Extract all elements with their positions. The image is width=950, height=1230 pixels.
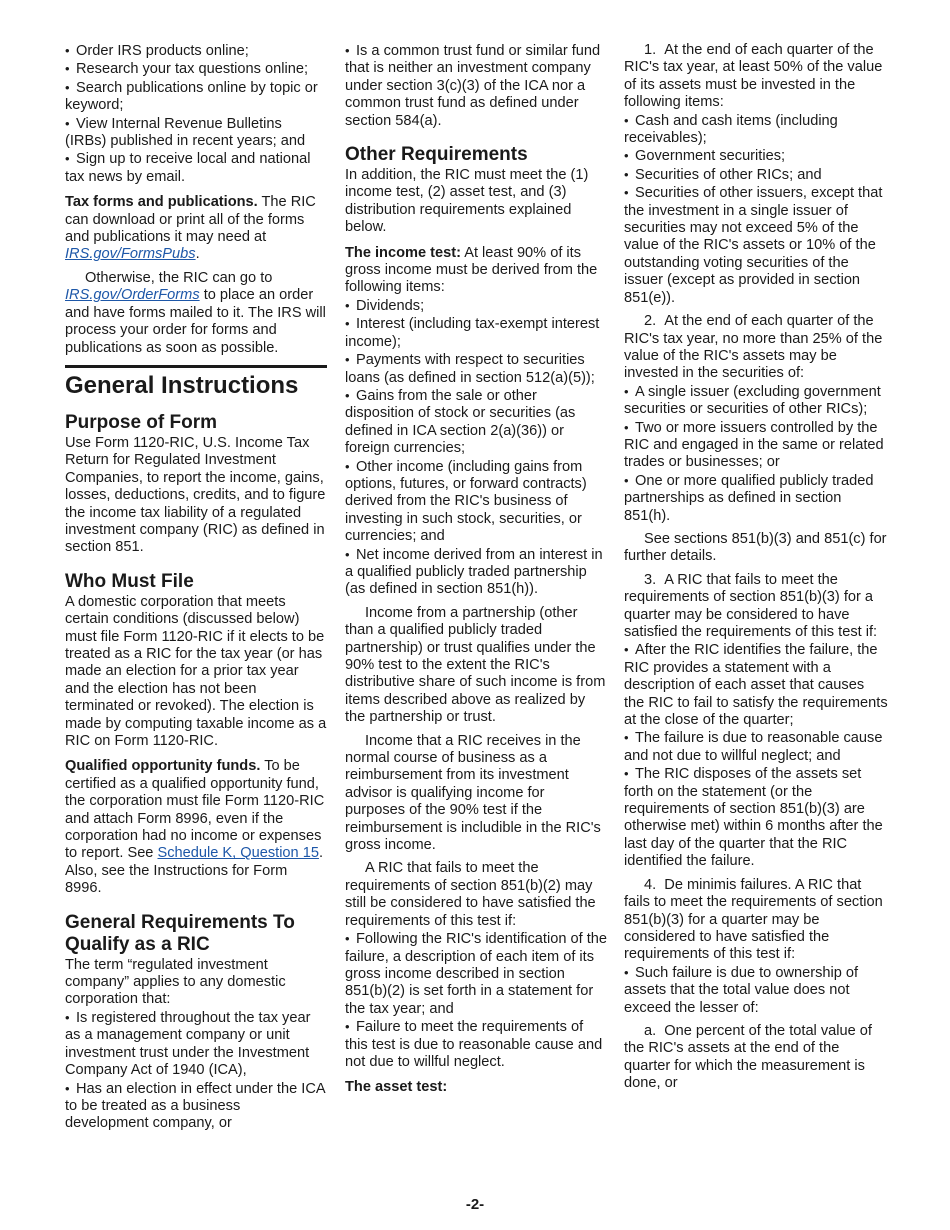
paragraph-text: . Also, see the Instructions for Form 8996.	[65, 845, 324, 897]
column-middle	[345, 42, 607, 1097]
sub-item-a: a. One percent of the total value of the RIC's assets at the end of the quarter for which the measurement is done, or	[624, 1022, 872, 1092]
paragraph-text: to place an order and have forms mailed to it. The IRS will process your order for forms and publications as soon as possible.	[65, 287, 326, 356]
numbered-item-1: 1. At the end of each quarter of the RIC's tax year, at least 50% of the value of its assets must be invested in the following items:	[624, 42, 883, 111]
list-item: • Is registered throughout the tax year as a management company or unit investment trust under the Investment Company Act of 1940 (ICA),	[65, 1009, 327, 1080]
who-must-file-paragraph: A domestic corporation that meets certain conditions (discussed below) must file Form 1120-RIC if it elects to be treated as a RIC for the tax year (or has made an election for a prior tax year and the election has not been terminated or revoked). The election is made by computing taxable income as a RIC on Form 1120-RIC.	[65, 593, 327, 749]
heading-general-requirements: General Requirements To Qualify as a RIC	[65, 911, 295, 955]
list-item: • Has an election in effect under the ICA to be treated as a business development company, or	[65, 1080, 327, 1133]
list-item: • Two or more issuers controlled by the RIC and engaged in the same or related trades or businesses; or	[624, 419, 888, 472]
list-item: • Payments with respect to securities loans (as defined in section 512(a)(5));	[345, 351, 607, 387]
list-item: • Gains from the sale or other disposition of stock or securities (as defined in ICA section 2(a)(36)) or foreign currencies;	[345, 387, 607, 458]
list-item: • Government securities;	[624, 147, 888, 165]
list-item: • Cash and cash items (including receivables);	[624, 112, 888, 148]
purpose-paragraph: Use Form 1120-RIC, U.S. Income Tax Return for Regulated Investment Companies, to report the income, gains, losses, deductions, credits, and to figure the income tax liability of a regulated investment company (RIC) as defined in section 851.	[65, 434, 326, 556]
list-item: • Other income (including gains from options, futures, or forward contracts) derived from the RIC's business of investing in such stock, securities, or currencies; and	[345, 458, 607, 546]
orderforms-paragraph	[65, 270, 327, 357]
general-requirements-paragraph: The term “regulated investment company” applies to any domestic corporation that:	[65, 956, 286, 1008]
asset-test-heading: The asset test:	[345, 1079, 448, 1096]
list-item: • Securities of other RICs; and	[624, 166, 888, 184]
paragraph-text: Otherwise, the RIC can go to	[85, 269, 273, 286]
fails-paragraph: A RIC that fails to meet the requirements of section 851(b)(2) may still be considered to have satisfied the requirements of this test if:	[345, 860, 596, 929]
list-item: • After the RIC identifies the failure, the RIC provides a statement with a description of each asset that causes the RIC to fail to satisfy the requirements at the close of the quarter;	[624, 641, 888, 729]
schedule-k-link[interactable]: Schedule K, Question 15	[157, 845, 319, 862]
numbered-item-4: 4. De minimis failures. A RIC that fails to meet the requirements of section 851(b)(3) for a quarter may be considered to have satisfied the requirements of this test if:	[624, 876, 883, 963]
tax-forms-paragraph: Tax forms and publications. The RIC can download or print all of the forms and publications it may need at IRS.gov/FormsPubs.	[65, 194, 316, 263]
run-in-heading: Tax forms and publications.	[65, 194, 258, 211]
column-left	[65, 42, 327, 1133]
list-item: • Is a common trust fund or similar fund that is neither an investment company under section 3(c)(3) of the ICA nor a common trust fund as defined under section 584(a).	[345, 42, 607, 130]
numbered-item-3: 3. A RIC that fails to meet the requirements of section 851(b)(3) for a quarter may be considered to have satisfied the requirements of this test if:	[624, 571, 878, 640]
list-item: • Sign up to receive local and national tax news by email.	[65, 150, 327, 186]
list-item: • One or more qualified publicly traded partnerships as defined in section 851(h).	[624, 472, 888, 525]
numbered-item-2: 2. At the end of each quarter of the RIC's tax year, no more than 25% of the value of the RIC's assets may be invested in the securities of:	[624, 313, 883, 382]
run-in-heading: Qualified opportunity funds.	[65, 758, 261, 775]
paragraph-text: The RIC can download or print all of the forms and publications it may need at	[65, 194, 316, 246]
list-item: • Failure to meet the requirements of this test is due to reasonable cause and not due to willful neglect.	[345, 1018, 607, 1071]
income-test-paragraph	[345, 245, 607, 297]
page-number: -2-	[465, 1196, 485, 1213]
list-item: • Net income derived from an interest in a qualified publicly traded partnership (as defined in section 851(h)).	[345, 546, 607, 599]
list-item: • Research your tax questions online;	[65, 60, 327, 78]
formspubs-link[interactable]: IRS.gov/FormsPubs	[65, 246, 196, 263]
list-item: • Following the RIC's identification of the failure, a description of each item of its gross income described in section 851(b)(2) is set forth in a statement for the tax year; and	[345, 930, 607, 1018]
heading-who-must-file: Who Must File	[65, 570, 194, 592]
run-in-heading: The income test:	[345, 244, 461, 261]
list-item: • Interest (including tax-exempt interest income);	[345, 315, 607, 351]
list-item: • The RIC disposes of the assets set forth on the statement (or the requirements of section 851(b)(3) are otherwise met) within 6 months after the last day of the quarter that the RIC identified the failure.	[624, 765, 888, 870]
list-item: • Order IRS products online;	[65, 42, 327, 60]
other-requirements-paragraph: In addition, the RIC must meet the (1) income test, (2) asset test, and (3) distribution requirements explained below.	[345, 167, 589, 236]
qof-paragraph	[65, 758, 327, 897]
see-sections-paragraph: See sections 851(b)(3) and 851(c) for further details.	[624, 530, 887, 565]
list-item: • Dividends;	[345, 297, 607, 315]
paragraph-text: To be certified as a qualified opportunity fund, the corporation must file Form 1120-RIC and attach Form 8996, even if the corporation had no income or expenses to report. See	[65, 758, 325, 862]
section-title-general-instructions: General Instructions	[65, 365, 327, 400]
list-item: • View Internal Revenue Bulletins (IRBs) published in recent years; and	[65, 115, 327, 151]
list-item: • Securities of other issuers, except that the investment in a single issuer of securities may not exceed 5% of the value of the RIC's assets or 10% of the outstanding voting securities of the issuer (except as provided in section 851(e)).	[624, 184, 888, 307]
paragraph-text: At least 90% of its gross income must be derived from the following items:	[345, 244, 598, 296]
column-right	[624, 42, 888, 1093]
partnership-paragraph: Income from a partnership (other than a qualified publicly traded partnership) or trust qualifies under the 90% test to the extent the RIC's distributive share of such income is from items described above as realized by the partnership or trust.	[345, 604, 606, 726]
orderforms-link[interactable]: IRS.gov/OrderForms	[65, 287, 200, 304]
reimbursement-paragraph: Income that a RIC receives in the normal course of business as a reimbursement from its investment advisor is qualifying income for purposes of the 90% test if the reimbursement is includible in the RIC's gross income.	[345, 732, 601, 854]
list-item: • A single issuer (excluding government securities or securities of other RICs);	[624, 383, 888, 419]
heading-other-requirements: Other Requirements	[345, 144, 528, 166]
list-item: • Search publications online by topic or keyword;	[65, 79, 327, 115]
heading-purpose-of-form: Purpose of Form	[65, 411, 218, 433]
list-item: • Such failure is due to ownership of assets that the total value does not exceed the lesser of:	[624, 964, 888, 1017]
list-item: • The failure is due to reasonable cause and not due to willful neglect; and	[624, 729, 888, 765]
